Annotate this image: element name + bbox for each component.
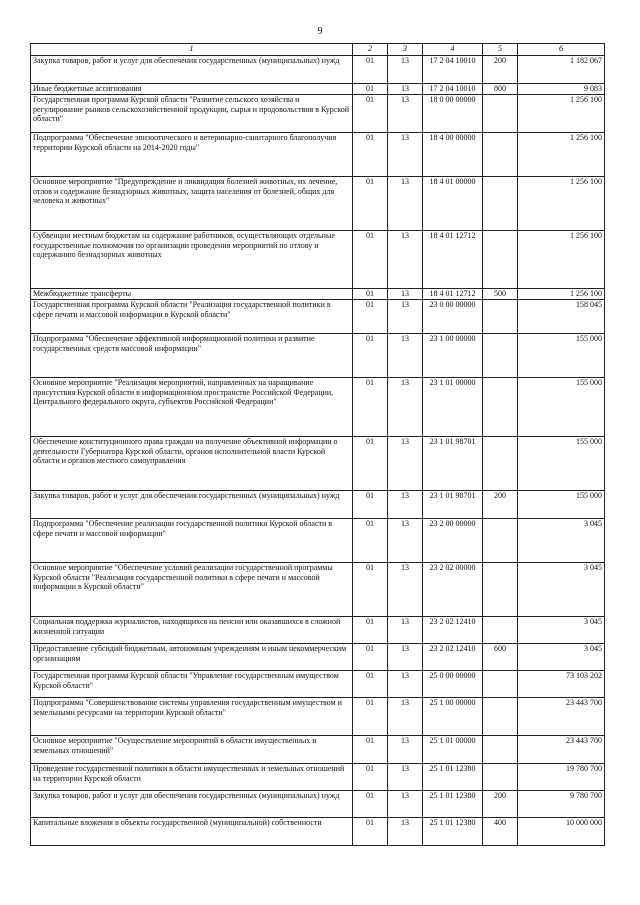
row-section: 01 xyxy=(353,764,388,791)
row-subsection: 13 xyxy=(388,491,423,519)
column-header-expense-type: 5 xyxy=(483,44,518,56)
row-target-article: 18 4 01 12712 xyxy=(423,289,483,300)
row-name: Закупка товаров, работ и услуг для обеспечения государственных (муниципальных) нужд xyxy=(31,491,353,519)
row-section: 01 xyxy=(353,698,388,736)
table-row xyxy=(31,818,605,846)
row-amount: 1 256 100 xyxy=(518,289,605,300)
row-section: 01 xyxy=(353,231,388,289)
row-subsection: 13 xyxy=(388,437,423,491)
row-name: Социальная поддержка журналистов, находящихся на пенсии или оказавшихся в сложной жизненной ситуации xyxy=(31,617,353,644)
table-row xyxy=(31,736,605,764)
row-target-article: 23 2 00 00000 xyxy=(423,519,483,563)
budget-table xyxy=(30,43,605,846)
table-row xyxy=(31,289,605,300)
row-subsection: 13 xyxy=(388,736,423,764)
row-target-article: 18 4 01 00000 xyxy=(423,177,483,231)
table-row xyxy=(31,671,605,698)
row-name: Основное мероприятие "Осуществление мероприятий в области имущественных и земельных отношений" xyxy=(31,736,353,764)
table-row xyxy=(31,300,605,334)
table-row xyxy=(31,764,605,791)
row-amount: 3 045 xyxy=(518,617,605,644)
row-name: Подпрограмма "Обеспечение реализации государственной политики Курской области в сфере печати и массовой информации" xyxy=(31,519,353,563)
row-expense-type xyxy=(483,437,518,491)
table-row xyxy=(31,698,605,736)
row-subsection: 13 xyxy=(388,791,423,818)
row-target-article: 23 2 02 12410 xyxy=(423,617,483,644)
row-target-article: 23 2 02 12410 xyxy=(423,644,483,671)
column-header-subsection: 3 xyxy=(388,44,423,56)
row-amount: 3 045 xyxy=(518,644,605,671)
row-section: 01 xyxy=(353,671,388,698)
row-subsection: 13 xyxy=(388,671,423,698)
row-subsection: 13 xyxy=(388,133,423,177)
row-target-article: 23 1 01 98701 xyxy=(423,437,483,491)
column-header-amount: 6 xyxy=(518,44,605,56)
table-row xyxy=(31,644,605,671)
row-expense-type: 600 xyxy=(483,644,518,671)
row-subsection: 13 xyxy=(388,231,423,289)
row-target-article: 17 2 04 10010 xyxy=(423,56,483,84)
row-subsection: 13 xyxy=(388,818,423,846)
row-name: Основное мероприятие "Реализация мероприятий, направленных на наращивание присутствия Курской области в информационном пространстве Российской Федерации, Центрального федерального округа, субъектов Российской Федерации" xyxy=(31,378,353,437)
table-row xyxy=(31,519,605,563)
row-expense-type xyxy=(483,300,518,334)
column-header-target-article: 4 xyxy=(423,44,483,56)
column-header-section: 2 xyxy=(353,44,388,56)
row-name: Межбюджетные трансферты xyxy=(31,289,353,300)
column-number-row xyxy=(31,44,605,56)
row-target-article: 18 0 00 00000 xyxy=(423,95,483,133)
row-subsection: 13 xyxy=(388,289,423,300)
row-section: 01 xyxy=(353,56,388,84)
row-subsection: 13 xyxy=(388,617,423,644)
row-expense-type xyxy=(483,563,518,617)
table-row xyxy=(31,491,605,519)
row-target-article: 23 1 01 00000 xyxy=(423,378,483,437)
row-expense-type xyxy=(483,698,518,736)
row-section: 01 xyxy=(353,644,388,671)
row-amount: 3 045 xyxy=(518,563,605,617)
row-section: 01 xyxy=(353,378,388,437)
row-subsection: 13 xyxy=(388,698,423,736)
page-number: 9 xyxy=(317,26,323,37)
row-section: 01 xyxy=(353,818,388,846)
row-expense-type xyxy=(483,231,518,289)
row-section: 01 xyxy=(353,334,388,378)
row-amount: 9 780 700 xyxy=(518,791,605,818)
row-target-article: 23 1 00 00000 xyxy=(423,334,483,378)
row-name: Основное мероприятие "Предупреждение и ликвидация болезней животных, их лечение, отлов и содержание безнадзорных животных, защита населения от болезней, общих для человека и животных" xyxy=(31,177,353,231)
row-subsection: 13 xyxy=(388,563,423,617)
row-amount: 155 000 xyxy=(518,437,605,491)
row-expense-type xyxy=(483,617,518,644)
row-amount: 158 045 xyxy=(518,300,605,334)
row-name: Обеспечение конституционного права граждан на получение объективной информации о деятельности Губернатора Курской области, органов исполнительной власти Курской области и органов местного самоуправления xyxy=(31,437,353,491)
row-subsection: 13 xyxy=(388,519,423,563)
row-expense-type: 200 xyxy=(483,791,518,818)
row-section: 01 xyxy=(353,289,388,300)
row-section: 01 xyxy=(353,133,388,177)
row-amount: 23 443 700 xyxy=(518,698,605,736)
table-row xyxy=(31,617,605,644)
row-amount: 1 256 100 xyxy=(518,95,605,133)
row-amount: 155 000 xyxy=(518,378,605,437)
table-row xyxy=(31,84,605,95)
row-name: Государственная программа Курской области "Реализация государственной политики в сфере печати и массовой информации в Курской области" xyxy=(31,300,353,334)
table-row xyxy=(31,56,605,84)
row-amount: 9 083 xyxy=(518,84,605,95)
row-name: Предоставление субсидий бюджетным, автономным учреждениям и иным некоммерческим организациям xyxy=(31,644,353,671)
row-name: Субвенции местным бюджетам на содержание работников, осуществляющих отдельные государственные полномочия по организации проведения мероприятий по отлову и содержанию безнадзорных животных xyxy=(31,231,353,289)
row-target-article: 17 2 04 10010 xyxy=(423,84,483,95)
row-name: Государственная программа Курской области "Управление государственным имуществом Курской области" xyxy=(31,671,353,698)
row-expense-type xyxy=(483,671,518,698)
row-subsection: 13 xyxy=(388,300,423,334)
row-amount: 1 256 100 xyxy=(518,133,605,177)
row-expense-type xyxy=(483,177,518,231)
row-section: 01 xyxy=(353,437,388,491)
row-amount: 3 045 xyxy=(518,519,605,563)
row-name: Проведение государственной политики в области имущественных и земельных отношений на территории Курской области xyxy=(31,764,353,791)
row-section: 01 xyxy=(353,84,388,95)
row-subsection: 13 xyxy=(388,334,423,378)
row-expense-type: 800 xyxy=(483,84,518,95)
row-section: 01 xyxy=(353,491,388,519)
row-subsection: 13 xyxy=(388,84,423,95)
row-section: 01 xyxy=(353,177,388,231)
row-target-article: 23 0 00 00000 xyxy=(423,300,483,334)
row-expense-type xyxy=(483,334,518,378)
table-row xyxy=(31,791,605,818)
row-subsection: 13 xyxy=(388,764,423,791)
row-target-article: 25 0 00 00000 xyxy=(423,671,483,698)
row-name: Закупка товаров, работ и услуг для обеспечения государственных (муниципальных) нужд xyxy=(31,56,353,84)
row-subsection: 13 xyxy=(388,56,423,84)
row-amount: 10 000 000 xyxy=(518,818,605,846)
row-amount: 1 182 067 xyxy=(518,56,605,84)
row-section: 01 xyxy=(353,617,388,644)
row-expense-type xyxy=(483,133,518,177)
table-row xyxy=(31,563,605,617)
row-target-article: 23 1 01 98701 xyxy=(423,491,483,519)
row-name: Подпрограмма "Обеспечение эффективной информационной политики и развитие государственных средств массовой информации" xyxy=(31,334,353,378)
table-row xyxy=(31,378,605,437)
row-section: 01 xyxy=(353,519,388,563)
row-subsection: 13 xyxy=(388,378,423,437)
row-name: Закупка товаров, работ и услуг для обеспечения государственных (муниципальных) нужд xyxy=(31,791,353,818)
row-amount: 1 256 100 xyxy=(518,177,605,231)
row-amount: 1 256 100 xyxy=(518,231,605,289)
row-amount: 19 780 700 xyxy=(518,764,605,791)
row-expense-type xyxy=(483,95,518,133)
row-name: Подпрограмма "Обеспечение эпизоотического и ветеринарно-санитарного благополучия территории Курской области на 2014-2020 годы" xyxy=(31,133,353,177)
row-name: Основное мероприятие "Обеспечение условий реализации государственной программы Курской области "Реализация государственной политики в сфере печати и массовой информации в Курской области" xyxy=(31,563,353,617)
row-expense-type xyxy=(483,519,518,563)
table-row xyxy=(31,177,605,231)
row-section: 01 xyxy=(353,300,388,334)
row-amount: 73 103 202 xyxy=(518,671,605,698)
row-target-article: 18 4 00 00000 xyxy=(423,133,483,177)
row-target-article: 23 2 02 00000 xyxy=(423,563,483,617)
table-row xyxy=(31,95,605,133)
row-section: 01 xyxy=(353,736,388,764)
row-section: 01 xyxy=(353,791,388,818)
row-expense-type: 500 xyxy=(483,289,518,300)
row-section: 01 xyxy=(353,563,388,617)
row-target-article: 25 1 01 12380 xyxy=(423,818,483,846)
row-expense-type: 200 xyxy=(483,56,518,84)
row-amount: 155 000 xyxy=(518,491,605,519)
row-target-article: 25 1 00 00000 xyxy=(423,698,483,736)
table-row xyxy=(31,133,605,177)
row-amount: 23 443 700 xyxy=(518,736,605,764)
table-row xyxy=(31,231,605,289)
row-target-article: 25 1 01 12380 xyxy=(423,791,483,818)
row-target-article: 25 1 01 00000 xyxy=(423,736,483,764)
row-subsection: 13 xyxy=(388,95,423,133)
row-name: Капитальные вложения в объекты государственной (муниципальной) собственности xyxy=(31,818,353,846)
column-header-name: 1 xyxy=(31,44,353,56)
row-expense-type xyxy=(483,378,518,437)
table-row xyxy=(31,334,605,378)
row-subsection: 13 xyxy=(388,644,423,671)
table-row xyxy=(31,437,605,491)
row-expense-type: 200 xyxy=(483,491,518,519)
row-name: Иные бюджетные ассигнования xyxy=(31,84,353,95)
row-name: Государственная программа Курской области "Развитие сельского хозяйства и регулирование рынков сельскохозяйственной продукции, сырья и продовольствия в Курской области" xyxy=(31,95,353,133)
row-target-article: 25 1 01 12380 xyxy=(423,764,483,791)
row-subsection: 13 xyxy=(388,177,423,231)
row-target-article: 18 4 01 12712 xyxy=(423,231,483,289)
row-expense-type: 400 xyxy=(483,818,518,846)
row-expense-type xyxy=(483,764,518,791)
row-expense-type xyxy=(483,736,518,764)
row-amount: 155 000 xyxy=(518,334,605,378)
row-section: 01 xyxy=(353,95,388,133)
row-name: Подпрограмма "Совершенствование системы управления государственным имуществом и земельными ресурсами на территории Курской области" xyxy=(31,698,353,736)
